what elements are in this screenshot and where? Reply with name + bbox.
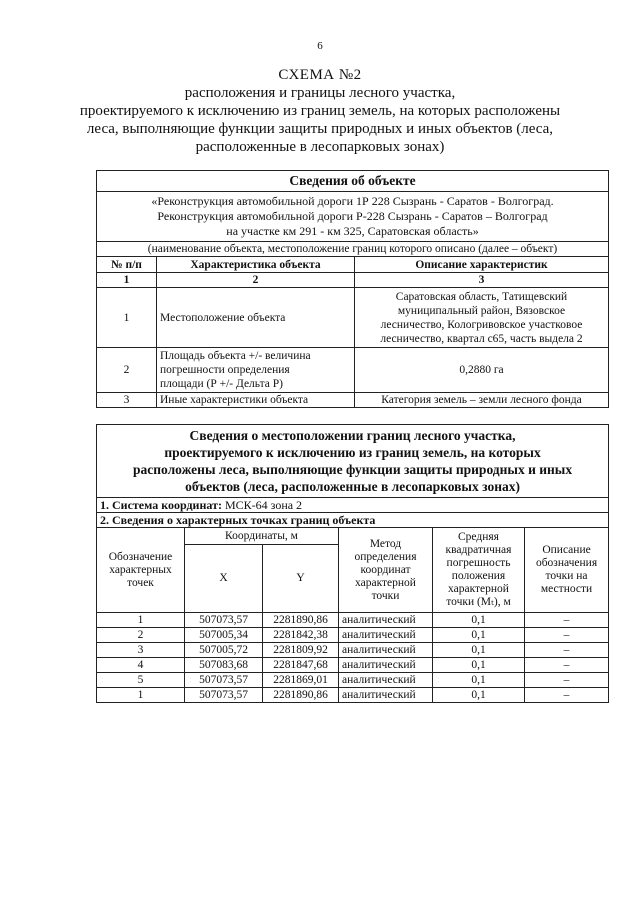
column-number: 1 xyxy=(97,273,157,288)
column-header-num: № п/п xyxy=(97,257,157,273)
boundary-header-line: проектируемого к исключению из границ земель, на которых xyxy=(164,445,541,460)
table-row xyxy=(97,613,609,628)
coordinate-system-label: 1. Система координат: xyxy=(100,497,222,512)
column-header-accuracy: Средняя квадратичная погрешность положения характерной точки (Mₜ), м xyxy=(433,528,525,613)
point-y: 2281809,92 xyxy=(263,643,339,658)
point-x: 507083,68 xyxy=(185,658,263,673)
point-id: 5 xyxy=(97,673,185,688)
point-method: аналитический xyxy=(339,628,433,643)
title-line: леса, выполняющие функции защиты природных и иных объектов (леса, xyxy=(86,121,554,137)
column-number: 2 xyxy=(157,273,355,288)
point-x: 507073,57 xyxy=(185,688,263,703)
point-method: аналитический xyxy=(339,658,433,673)
point-id: 1 xyxy=(97,688,185,703)
description-cell xyxy=(355,288,609,348)
row-number: 3 xyxy=(97,393,157,408)
title-line: проектируемого к исключению из границ земель, на которых расположены xyxy=(79,103,561,119)
object-info-header: Сведения об объекте xyxy=(97,171,609,192)
document-title xyxy=(60,66,580,156)
table-row xyxy=(97,643,609,658)
coordinate-system-row xyxy=(97,498,609,513)
boundary-header-line: Сведения о местоположении границ лесного участка, xyxy=(189,428,516,443)
point-description: – xyxy=(525,643,609,658)
object-name-line: на участке км 291 - км 325, Саратовская область» xyxy=(226,224,479,238)
point-id: 1 xyxy=(97,613,185,628)
table-row xyxy=(97,628,609,643)
point-accuracy: 0,1 xyxy=(433,613,525,628)
point-description: – xyxy=(525,688,609,703)
characteristic-cell xyxy=(157,348,355,393)
point-accuracy: 0,1 xyxy=(433,658,525,673)
characteristic-line: площади (Р +/- Дельта Р) xyxy=(160,378,283,390)
point-method: аналитический xyxy=(339,613,433,628)
boundary-header-line: объектов (леса, расположенные в лесопарковых зонах) xyxy=(185,479,520,494)
point-method: аналитический xyxy=(339,643,433,658)
point-x: 507005,72 xyxy=(185,643,263,658)
point-y: 2281869,01 xyxy=(263,673,339,688)
point-x: 507073,57 xyxy=(185,673,263,688)
row-number: 2 xyxy=(97,348,157,393)
point-y: 2281890,86 xyxy=(263,613,339,628)
point-id: 3 xyxy=(97,643,185,658)
object-name-line: Реконструкция автомобильной дороги Р-228 Сызрань - Саратов – Волгоград xyxy=(157,209,548,223)
point-description: – xyxy=(525,613,609,628)
boundary-header-line: расположены леса, выполняющие функции защиты природных и иных xyxy=(132,462,573,477)
point-method: аналитический xyxy=(339,673,433,688)
point-x: 507073,57 xyxy=(185,613,263,628)
description-cell: Категория земель – земли лесного фонда xyxy=(355,393,609,408)
boundary-info-header xyxy=(97,425,609,498)
characteristic-line: погрешности определения xyxy=(160,364,290,376)
point-id: 2 xyxy=(97,628,185,643)
table-row xyxy=(97,688,609,703)
characteristic-line: Площадь объекта +/- величина xyxy=(160,350,311,362)
point-description: – xyxy=(525,628,609,643)
column-header-description: Описание обозначения точки на местности xyxy=(525,528,609,613)
column-number: 3 xyxy=(355,273,609,288)
description-line: Саратовская область, Татищевский xyxy=(395,290,568,303)
characteristic-cell: Местоположение объекта xyxy=(157,288,355,348)
column-header-coords: Координаты, м xyxy=(185,528,339,545)
point-description: – xyxy=(525,658,609,673)
title-line: расположения и границы лесного участка, xyxy=(184,85,456,101)
column-header-designation: Обозначение характерных точек xyxy=(97,528,185,613)
point-y: 2281890,86 xyxy=(263,688,339,703)
point-description: – xyxy=(525,673,609,688)
column-header-characteristic: Характеристика объекта xyxy=(157,257,355,273)
point-accuracy: 0,1 xyxy=(433,673,525,688)
coordinate-system-value: МСК-64 зона 2 xyxy=(224,497,303,512)
object-name-note: (наименование объекта, местоположение границ которого описано (далее – объект) xyxy=(97,242,609,257)
point-x: 507005,34 xyxy=(185,628,263,643)
characteristic-cell: Иные характеристики объекта xyxy=(157,393,355,408)
object-name xyxy=(97,192,609,242)
point-y: 2281847,68 xyxy=(263,658,339,673)
scheme-title: СХЕМА №2 xyxy=(278,67,362,83)
row-number: 1 xyxy=(97,288,157,348)
point-accuracy: 0,1 xyxy=(433,688,525,703)
column-header-description: Описание характеристик xyxy=(355,257,609,273)
title-line: расположенные в лесопарковых зонах) xyxy=(195,139,445,155)
point-method: аналитический xyxy=(339,688,433,703)
boundary-info-table xyxy=(96,424,609,703)
table-row xyxy=(97,658,609,673)
column-header-y: Y xyxy=(263,545,339,613)
point-id: 4 xyxy=(97,658,185,673)
table-row xyxy=(97,673,609,688)
column-header-x: X xyxy=(185,545,263,613)
description-line: лесничество, квартал с65, часть выдела 2 xyxy=(380,332,583,345)
point-accuracy: 0,1 xyxy=(433,643,525,658)
object-name-line: «Реконструкция автомобильной дороги 1Р 228 Сызрань - Саратов - Волгоград. xyxy=(151,194,554,208)
object-info-table xyxy=(96,170,609,408)
points-section-title: 2. Сведения о характерных точках границ объекта xyxy=(97,513,609,528)
description-line: лесничество, Кологривовское участковое xyxy=(380,318,583,331)
description-line: муниципальный район, Вязовское xyxy=(397,304,566,317)
column-header-method: Метод определения координат характерной точки xyxy=(339,528,433,613)
point-y: 2281842,38 xyxy=(263,628,339,643)
page-number: 6 xyxy=(317,40,323,52)
point-accuracy: 0,1 xyxy=(433,628,525,643)
description-cell: 0,2880 га xyxy=(355,348,609,393)
